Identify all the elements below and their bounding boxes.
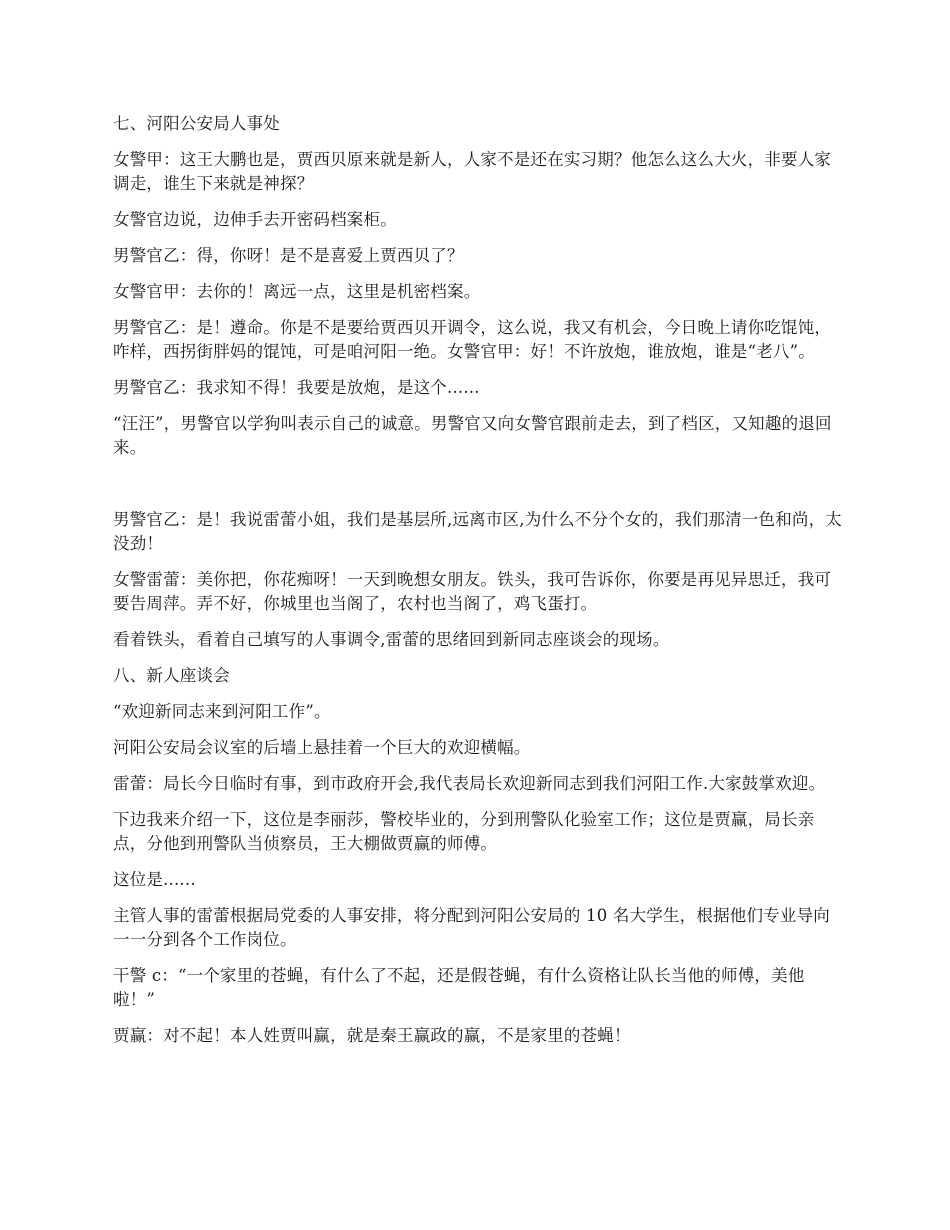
dialogue-paragraph: 这位是...... — [113, 870, 196, 889]
dialogue-paragraph: 男警官乙：得，你呀！是不是喜爱上贾西贝了？ — [113, 246, 464, 265]
dialogue-paragraph: 女警雷蕾：美你把，你花痴呀！一天到晚想女朋友。铁头，我可告诉你，你要是再见异思迁，我可要告周萍。弄不好，你城里也当阁了，农村也当阁了，鸡飞蛋打。 — [113, 570, 832, 613]
dialogue-paragraph: 贾赢：对不起！本人姓贾叫赢，就是秦王赢政的赢，不是家里的苍蝇！ — [113, 1026, 631, 1045]
document-body — [113, 112, 843, 1060]
dialogue-paragraph: 女警甲：这王大鹏也是，贾西贝原来就是新人，人家不是还在实习期？他怎么这么大火，非要人家调走，谁生下来就是神探？ — [113, 150, 832, 193]
narration-paragraph: 女警官边说，边伸手去开密码档案柜。 — [113, 210, 397, 229]
narration-paragraph: 河阳公安局会议室的后墙上悬挂着一个巨大的欢迎横幅。 — [113, 738, 531, 757]
banner-quote: “欢迎新同志来到河阳工作”。 — [113, 702, 331, 721]
dialogue-paragraph: 男警官乙：我求知不得！我要是放炮，是这个...... — [113, 378, 480, 397]
dialogue-paragraph: 下边我来介绍一下，这位是李丽莎，警校毕业的，分到刑警队化验室工作；这位是贾赢，局长亲点，分他到刑警队当侦察员，王大棚做贾赢的师傅。 — [113, 810, 815, 853]
paragraph-gap — [113, 472, 843, 508]
narration-paragraph: 主管人事的雷蕾根据局党委的人事安排，将分配到河阳公安局的 10 名大学生，根据他们专业导向一一分到各个工作岗位。 — [113, 906, 830, 949]
dialogue-paragraph: 女警官甲：去你的！离远一点，这里是机密档案。 — [113, 282, 481, 301]
section-heading-8: 八、新人座谈会 — [113, 666, 230, 685]
dialogue-paragraph: 男警官乙：是！我说雷蕾小姐，我们是基层所,远离市区,为什么不分个女的，我们那清一色和尚，太没劲！ — [113, 510, 842, 553]
dialogue-paragraph: 男警官乙：是！遵命。你是不是要给贾西贝开调令，这么说，我又有机会，今日晚上请你吃馄饨，咋样，西拐街胖妈的馄饨，可是咱河阳一绝。女警官甲：好！不许放炮，谁放炮，谁是“老八”。 — [113, 318, 832, 361]
narration-paragraph: “汪汪”，男警官以学狗叫表示自己的诚意。男警官又向女警官跟前走去，到了档区，又知趣的退回来。 — [113, 414, 832, 457]
section-heading-7: 七、河阳公安局人事处 — [113, 114, 280, 133]
dialogue-paragraph: 雷蕾：局长今日临时有事，到市政府开会,我代表局长欢迎新同志到我们河阳工作.大家鼓掌欢迎。 — [113, 774, 826, 793]
narration-paragraph: 看着铁头，看着自己填写的人事调令,雷蕾的思绪回到新同志座谈会的现场。 — [113, 630, 670, 649]
dialogue-paragraph: 干警 c：“一个家里的苍蝇，有什么了不起，还是假苍蝇，有什么资格让队长当他的师傅，美他啦！” — [113, 966, 805, 1009]
